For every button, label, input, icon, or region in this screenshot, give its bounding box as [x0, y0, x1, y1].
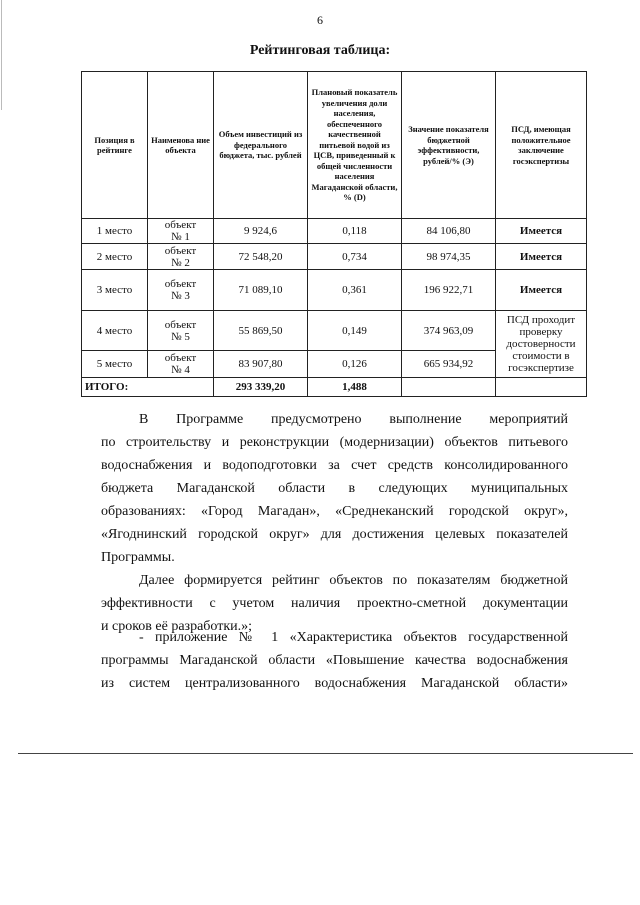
- header-indicator: Плановый показатель увеличения доли населения, обеспеченного качественной питьевой водой из ЦСВ, приведенный к общей численности населения Магаданской области, % (D): [308, 72, 402, 219]
- cell-object-line1: объект: [164, 244, 197, 257]
- cell-indicator: 0,118: [308, 219, 402, 244]
- cell-indicator: 0,361: [308, 270, 402, 311]
- text-line: эффективности с учетом наличия проектно-сметной документации: [101, 596, 568, 611]
- paragraph-program-measures: [101, 408, 568, 569]
- cell-efficiency: 84 106,80: [402, 219, 496, 244]
- text-line: образованиях: «Город Магадан», «Среднеканский городской округ»,: [101, 504, 568, 519]
- cell-indicator: 0,149: [308, 311, 402, 351]
- cell-position: 4 место: [82, 311, 148, 351]
- cell-position: 5 место: [82, 351, 148, 378]
- cell-object: [148, 270, 214, 311]
- paragraph-appendix: [101, 626, 568, 695]
- text-line: Далее формируется рейтинг объектов по показателям бюджетной: [139, 573, 568, 588]
- cell-object-line2: № 5: [171, 330, 190, 343]
- table-row: [82, 219, 587, 244]
- table-row: [82, 244, 587, 270]
- text-line: водоснабжения и водоподготовки за счет средств консолидированного: [101, 458, 568, 473]
- table-title: Рейтинговая таблица:: [249, 43, 391, 58]
- table-row: [82, 311, 587, 351]
- cell-investment: 71 089,10: [214, 270, 308, 311]
- text-line: программы Магаданской области «Повышение качества водоснабжения: [101, 653, 568, 668]
- cell-investment: 83 907,80: [214, 351, 308, 378]
- cell-object-line2: № 4: [171, 364, 190, 376]
- text-line: «Ягоднинский городской округ» для достижения целевых показателей: [101, 527, 568, 542]
- cell-indicator: 0,734: [308, 244, 402, 270]
- cell-psd: Имеется: [496, 270, 587, 311]
- cell-investment: 9 924,6: [214, 219, 308, 244]
- cell-object: [148, 219, 214, 244]
- text-line: Программы.: [101, 550, 175, 565]
- cell-object-line2: № 1: [171, 231, 190, 243]
- cell-object-line1: объект: [164, 352, 197, 364]
- total-indicator: 1,488: [308, 378, 402, 397]
- footer-divider: [18, 753, 633, 754]
- cell-position: 3 место: [82, 270, 148, 311]
- cell-efficiency: 98 974,35: [402, 244, 496, 270]
- header-investment: Объем инвестиций из федерального бюджета, тыс. рублей: [214, 72, 308, 219]
- cell-object: [148, 351, 214, 378]
- cell-object-line2: № 2: [171, 256, 190, 269]
- table-total-row: [82, 378, 587, 397]
- cell-object-line1: объект: [164, 318, 197, 331]
- cell-object-line1: объект: [164, 219, 197, 231]
- text-line: из систем централизованного водоснабжения Магаданской области»: [101, 676, 568, 691]
- total-psd-empty: [496, 378, 587, 397]
- page-number: 6: [317, 13, 323, 27]
- header-object-name: Наименова ние объекта: [148, 72, 214, 219]
- cell-position: 1 место: [82, 219, 148, 244]
- header-position: Позиция в рейтинге: [82, 72, 148, 219]
- cell-psd: Имеется: [496, 244, 587, 270]
- text-line: по строительству и реконструкции (модернизации) объектов питьевого: [101, 435, 568, 450]
- cell-indicator: 0,126: [308, 351, 402, 378]
- cell-psd-merged: ПСД проходит проверку достоверности стоимости в госэкспертизе: [496, 311, 587, 378]
- cell-position: 2 место: [82, 244, 148, 270]
- cell-investment: 72 548,20: [214, 244, 308, 270]
- cell-efficiency: 665 934,92: [402, 351, 496, 378]
- table-row: [82, 270, 587, 311]
- cell-object: [148, 311, 214, 351]
- text-line: и сроков её разработки.»;: [101, 619, 253, 634]
- rating-table: [81, 71, 587, 397]
- total-efficiency-empty: [402, 378, 496, 397]
- table-header-row: [82, 72, 587, 219]
- total-investment: 293 339,20: [214, 378, 308, 397]
- cell-efficiency: 374 963,09: [402, 311, 496, 351]
- total-label: ИТОГО:: [82, 378, 214, 397]
- cell-efficiency: 196 922,71: [402, 270, 496, 311]
- header-psd: ПСД, имеющая положительное заключение госэкспертизы: [496, 72, 587, 219]
- text-line: - приложение № 1 «Характеристика объектов государственной: [139, 630, 568, 645]
- cell-object-line2: № 3: [171, 290, 190, 302]
- cell-object: [148, 244, 214, 270]
- header-efficiency: Значение показателя бюджетной эффективности, рублей/% (Э): [402, 72, 496, 219]
- cell-object-line1: объект: [164, 278, 197, 290]
- cell-investment: 55 869,50: [214, 311, 308, 351]
- text-line: бюджета Магаданской области в следующих муниципальных: [101, 481, 568, 496]
- cell-psd: Имеется: [496, 219, 587, 244]
- text-line: В Программе предусмотрено выполнение мероприятий: [139, 412, 568, 427]
